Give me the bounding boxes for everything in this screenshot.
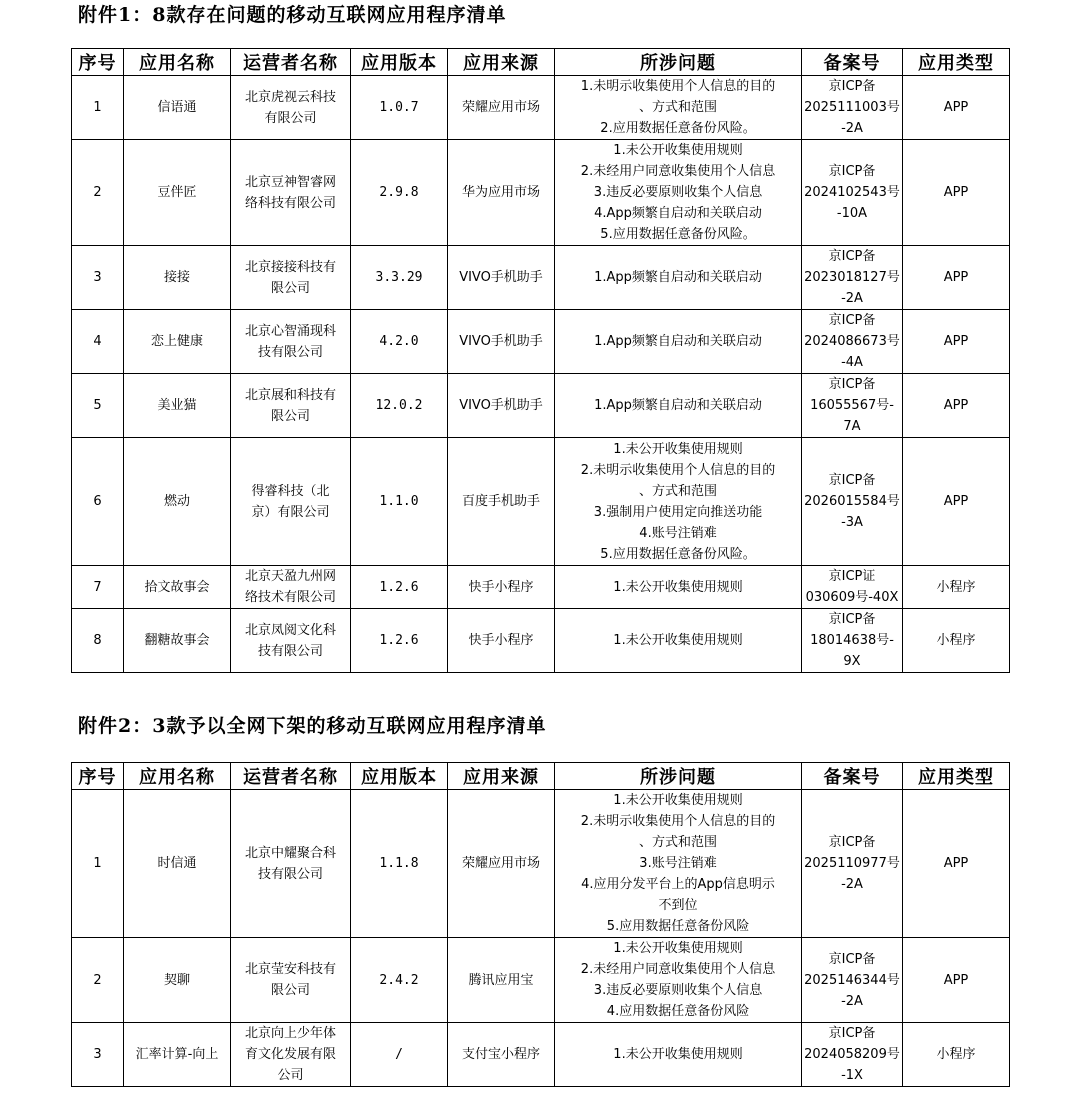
issue [555,790,802,938]
issue-line: 2.未明示收集使用个人信息的目的 [580,462,776,478]
app-type: 小程序 [903,1023,1010,1087]
issue [555,310,802,374]
record-number-line: 京ICP备 [828,249,876,264]
issue-line: 3.违反必要原则收集个人信息 [593,983,763,998]
issue-line: 不到位 [658,898,698,913]
row-number: 3 [72,246,124,310]
issue-line: 2.应用数据任意备份风险。 [600,121,756,136]
issue-line: 5.应用数据任意备份风险。 [600,227,756,242]
record-number-line: 7A [843,419,861,434]
row-number: 5 [72,374,124,438]
app-source: 快手小程序 [448,609,555,673]
app-source: 百度手机助手 [448,438,555,566]
record-number-line: -3A [841,515,863,530]
issue-line: 4.App频繁自启动和关联启动 [594,206,762,221]
app-name: 燃动 [124,438,231,566]
operator-name-line: 北京向上少年体 [244,1026,336,1041]
record-number [802,374,903,438]
record-number-line: 2025146344号 [804,972,900,988]
record-number-line: 2024058209号 [804,1047,900,1062]
issue [555,438,802,566]
attachment-2-title: 附件2：3款予以全网下架的移动互联网应用程序清单 [78,715,547,737]
app-source: 快手小程序 [448,566,555,609]
app-version: 12.0.2 [351,374,448,438]
table-row [72,374,1010,438]
app-type: APP [903,438,1010,566]
table-row [72,609,1010,673]
app-name: 汇率计算-向上 [124,1023,231,1087]
operator-name-line: 北京心智涌现科 [244,323,336,339]
table-header-row [72,49,1010,76]
issue-line: 1.未明示收集使用个人信息的目的 [580,79,776,94]
issue [555,246,802,310]
record-number-line: 京ICP备 [828,473,876,488]
app-version: 4.2.0 [351,310,448,374]
issue-line: 、方式和范围 [638,100,717,115]
app-version: 3.3.29 [351,246,448,310]
header-record-number: 备案号 [802,763,903,790]
record-number [802,1023,903,1087]
app-type: APP [903,76,1010,140]
issue-line: 1.未公开收集使用规则 [613,1047,743,1062]
table-row [72,140,1010,246]
app-source: VIVO手机助手 [448,374,555,438]
app-type: APP [903,246,1010,310]
record-number-line: -10A [836,206,868,221]
header-issues: 所涉问题 [555,49,802,76]
issue-line: 2.未经用户同意收集使用个人信息 [580,164,776,179]
record-number [802,310,903,374]
row-number: 1 [72,790,124,938]
issue [555,1023,802,1087]
record-number [802,566,903,609]
issue-line: 1.未公开收集使用规则 [613,143,743,158]
record-number [802,790,903,938]
operator-name [231,76,351,140]
issue-line: 2.未经用户同意收集使用个人信息 [580,962,776,977]
app-type: 小程序 [903,566,1010,609]
issue-line: 、方式和范围 [638,835,717,850]
record-number-line: 18014638号- [810,633,894,648]
issue [555,566,802,609]
table-row [72,790,1010,938]
row-number: 1 [72,76,124,140]
table-row [72,246,1010,310]
operator-name-line: 得睿科技（北 [251,483,330,499]
header-operator: 运营者名称 [231,763,351,790]
app-name: 接接 [124,246,231,310]
operator-name-line: 北京虎视云科技 [244,89,336,105]
operator-name [231,140,351,246]
operator-name [231,790,351,938]
app-name: 恋上健康 [124,310,231,374]
issue [555,938,802,1023]
issue [555,140,802,246]
header-source: 应用来源 [448,763,555,790]
issue [555,609,802,673]
operator-name [231,609,351,673]
operator-name-line: 公司 [277,1068,304,1083]
app-name: 信语通 [124,76,231,140]
operator-name-line: 北京莹安科技有 [244,962,336,977]
app-type: APP [903,374,1010,438]
issue-line: 3.账号注销难 [639,856,717,871]
app-version: / [351,1023,448,1087]
record-number-line: 030609号-40X [805,590,899,605]
header-record-number: 备案号 [802,49,903,76]
issue-line: 1.未公开收集使用规则 [613,441,743,457]
operator-name-line: 技有限公司 [257,866,323,882]
app-source: 华为应用市场 [448,140,555,246]
table-row [72,1023,1010,1087]
operator-name-line: 络科技有限公司 [244,195,336,211]
row-number: 2 [72,140,124,246]
issue-line: 4.账号注销难 [639,525,717,541]
operator-name-line: 络技术有限公司 [244,590,336,605]
operator-name-line: 限公司 [270,408,310,424]
issue-line: 5.应用数据任意备份风险 [606,919,750,934]
operator-name-line: 北京凤阅文化科 [244,622,336,638]
record-number-line: 16055567号- [810,398,894,413]
record-number-line: 京ICP备 [828,164,876,179]
app-source: 腾讯应用宝 [448,938,555,1023]
header-source: 应用来源 [448,49,555,76]
app-type: APP [903,938,1010,1023]
operator-name-line: 京）有限公司 [251,504,330,520]
operator-name [231,438,351,566]
record-number-line: 京ICP备 [828,951,876,967]
record-number [802,938,903,1023]
header-no: 序号 [72,49,124,76]
record-number-line: 京ICP备 [828,1026,876,1041]
table-header-row [72,763,1010,790]
record-number-line: -4A [841,355,863,370]
record-number [802,140,903,246]
record-number-line: 京ICP证 [828,569,876,584]
operator-name [231,1023,351,1087]
record-number-line: -2A [841,121,863,136]
issue-line: 、方式和范围 [638,483,717,499]
record-number-line: 9X [843,654,861,669]
issue-line: 1.未公开收集使用规则 [613,633,743,648]
app-type: APP [903,140,1010,246]
operator-name [231,938,351,1023]
attachment-1-title: 附件1：8款存在问题的移动互联网应用程序清单 [78,4,507,26]
record-number-line: 京ICP备 [828,612,876,627]
app-source: 荣耀应用市场 [448,76,555,140]
issue-line: 4.应用数据任意备份风险 [606,1004,750,1019]
header-app-name: 应用名称 [124,763,231,790]
row-number: 8 [72,609,124,673]
record-number-line: 京ICP备 [828,313,876,328]
issue-line: 1.App频繁自启动和关联启动 [594,270,762,285]
app-source: VIVO手机助手 [448,310,555,374]
operator-name [231,566,351,609]
header-version: 应用版本 [351,763,448,790]
operator-name-line: 北京中耀聚合科 [244,845,336,861]
record-number-line: -2A [841,291,863,306]
row-number: 4 [72,310,124,374]
record-number-line: 京ICP备 [828,835,876,850]
app-source: 支付宝小程序 [448,1023,555,1087]
operator-name-line: 北京展和科技有 [244,387,336,403]
operator-name [231,310,351,374]
app-version: 1.2.6 [351,609,448,673]
record-number-line: -2A [841,877,863,892]
app-name: 拾文故事会 [124,566,231,609]
issue-line: 2.未明示收集使用个人信息的目的 [580,814,776,829]
operator-name-line: 限公司 [270,983,310,998]
record-number-line: 2023018127号 [804,270,900,285]
app-version: 1.2.6 [351,566,448,609]
table-row [72,76,1010,140]
operator-name-line: 北京天盈九州网 [244,569,336,584]
record-number-line: 京ICP备 [828,79,876,94]
record-number-line: 2024086673号 [804,334,900,349]
operator-name-line: 限公司 [270,280,310,296]
record-number-line: 2025110977号 [804,856,900,871]
operator-name [231,246,351,310]
row-number: 3 [72,1023,124,1087]
issue-line: 1.App频繁自启动和关联启动 [594,334,762,349]
record-number-line: 2025111003号 [804,100,900,115]
record-number [802,438,903,566]
issue-line: 1.未公开收集使用规则 [613,579,743,595]
operator-name-line: 有限公司 [264,110,317,126]
app-version: 1.1.8 [351,790,448,938]
operator-name-line: 技有限公司 [257,643,323,659]
app-version: 2.4.2 [351,938,448,1023]
row-number: 2 [72,938,124,1023]
app-name: 美业猫 [124,374,231,438]
issue-line: 3.违反必要原则收集个人信息 [593,185,763,200]
table-row [72,566,1010,609]
issue-line: 3.强制用户使用定向推送功能 [593,504,763,520]
operator-name-line: 北京接接科技有 [244,259,336,275]
issue [555,374,802,438]
table-row [72,310,1010,374]
record-number [802,246,903,310]
issue-line: 1.未公开收集使用规则 [613,941,743,956]
header-app-type: 应用类型 [903,763,1010,790]
app-name: 契聊 [124,938,231,1023]
issue-line: 5.应用数据任意备份风险。 [600,546,756,562]
operator-name-line: 技有限公司 [257,344,323,360]
table-row [72,938,1010,1023]
record-number [802,76,903,140]
app-type: 小程序 [903,609,1010,673]
issue-line: 1.未公开收集使用规则 [613,793,743,808]
operator-name-line: 育文化发展有限 [244,1047,336,1062]
attachment-1-table [71,48,1010,673]
app-source: VIVO手机助手 [448,246,555,310]
app-source: 荣耀应用市场 [448,790,555,938]
header-app-type: 应用类型 [903,49,1010,76]
app-name: 时信通 [124,790,231,938]
table-row [72,438,1010,566]
record-number [802,609,903,673]
app-type: APP [903,790,1010,938]
app-version: 1.1.0 [351,438,448,566]
header-no: 序号 [72,763,124,790]
row-number: 7 [72,566,124,609]
header-issues: 所涉问题 [555,763,802,790]
app-type: APP [903,310,1010,374]
app-name: 豆伴匠 [124,140,231,246]
operator-name [231,374,351,438]
record-number-line: 2026015584号 [804,494,900,509]
attachment-2-table [71,762,1010,1087]
record-number-line: -1X [841,1068,863,1083]
issue-line: 1.App频繁自启动和关联启动 [594,398,762,413]
issue [555,76,802,140]
operator-name-line: 北京豆神智睿网 [244,174,336,190]
app-name: 翻糖故事会 [124,609,231,673]
record-number-line: 2024102543号 [804,185,900,200]
record-number-line: 京ICP备 [828,377,876,392]
app-version: 1.0.7 [351,76,448,140]
header-app-name: 应用名称 [124,49,231,76]
app-version: 2.9.8 [351,140,448,246]
header-operator: 运营者名称 [231,49,351,76]
record-number-line: -2A [841,993,863,1009]
row-number: 6 [72,438,124,566]
header-version: 应用版本 [351,49,448,76]
issue-line: 4.应用分发平台上的App信息明示 [581,877,775,892]
